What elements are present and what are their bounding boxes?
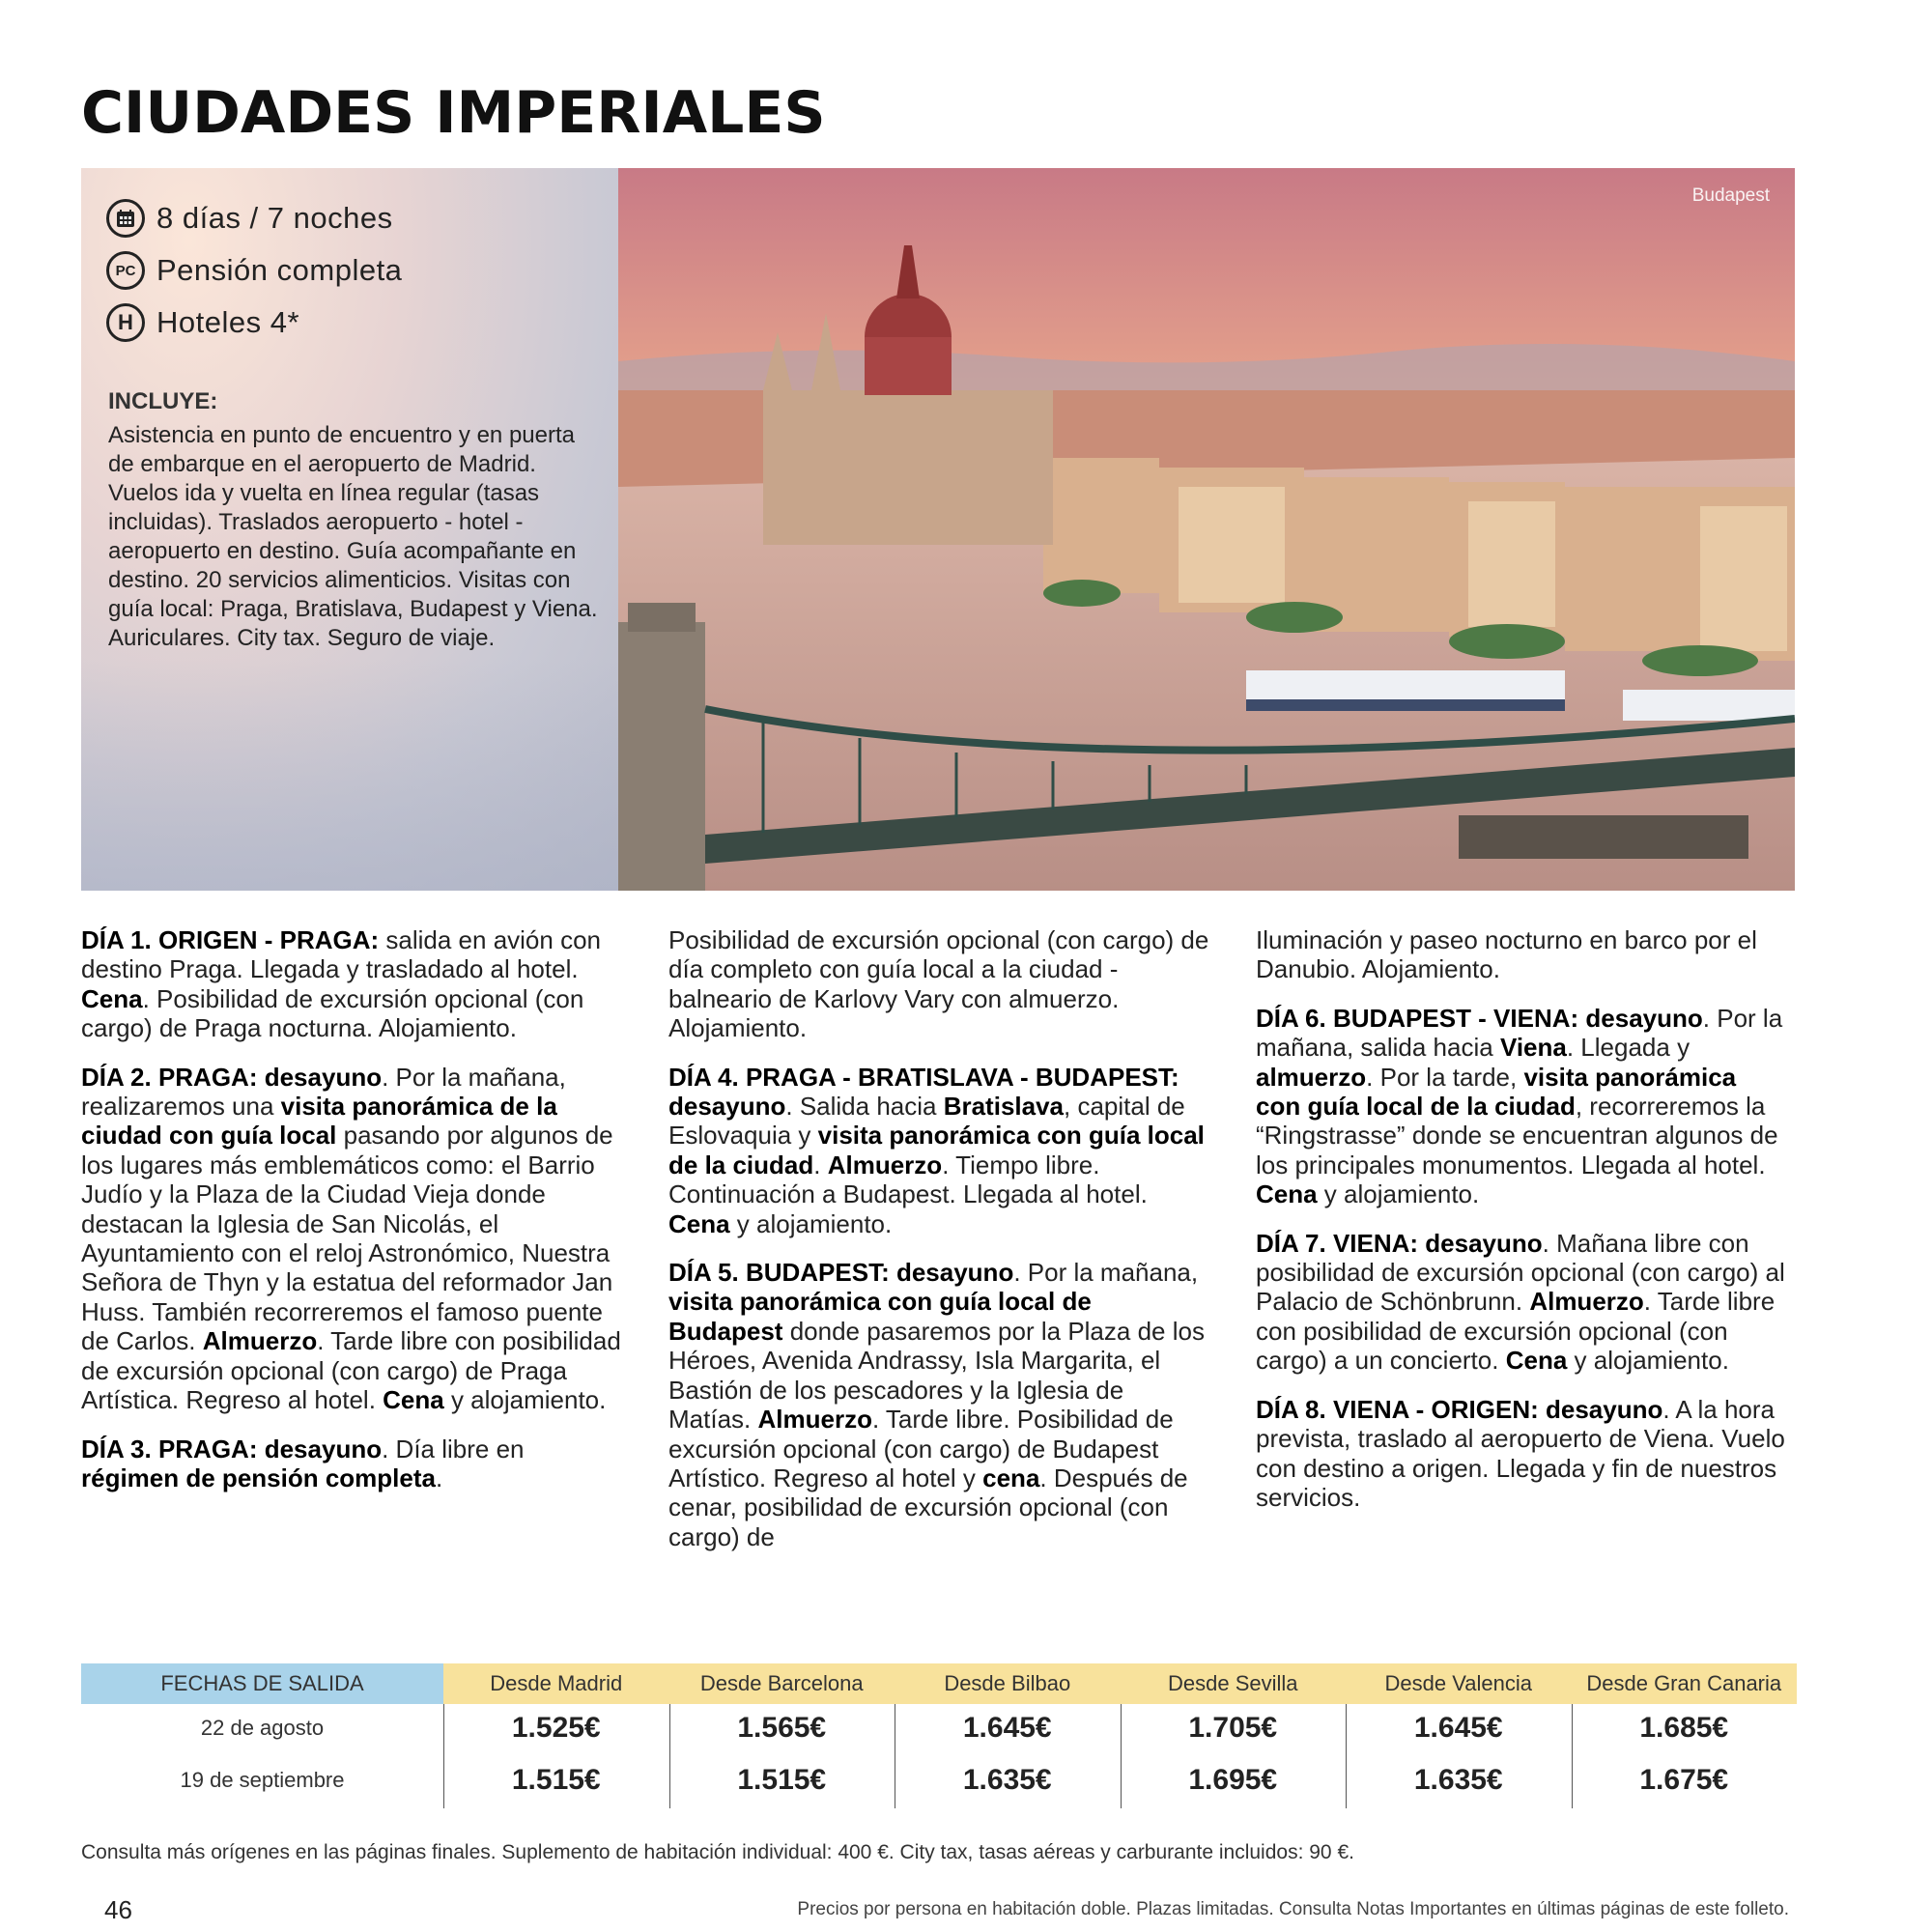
price-cell: 1.515€ [511,1764,601,1796]
price-cell: 1.645€ [962,1712,1052,1744]
price-cell: 1.685€ [1639,1712,1729,1744]
itinerary-day: DÍA 6. BUDAPEST - VIENA: desayuno. Por la mañana, salida hacia Viena. Llegada y almuerzo. Por la tarde, visita panorámica con guía local de la ciudad, recorreremos la “Ringstrasse” donde se encuentran algunos de los principales monumentos. Llegada al hotel. Cena y alojamiento. [1256,1003,1783,1209]
board-icon: PC [106,251,145,290]
price-cell: 1.635€ [962,1764,1052,1796]
photo-caption: Budapest [1691,185,1770,206]
page-number: 46 [104,1895,132,1924]
feature-hotels [106,303,299,342]
itinerary-column-3 [1256,925,1787,1531]
page-title: CIUDADES IMPERIALES [81,79,826,147]
duration-text: 8 días / 7 noches [156,201,393,235]
itinerary-day: DÍA 3. PRAGA: desayuno. Día libre en régimen de pensión completa. [81,1434,525,1492]
price-cell: 1.635€ [1413,1764,1503,1796]
itinerary-day: DÍA 8. VIENA - ORIGEN: desayuno. A la hora prevista, traslado al aeropuerto de Viena. Vuelo con destino a origen. Llegada y fin de nuestros servicios. [1256,1394,1785,1512]
itinerary-column-1 [81,925,622,1512]
itinerary-day-continued: Iluminación y paseo nocturno en barco por el Danubio. Alojamiento. [1256,925,1757,984]
itinerary-day-continued: Posibilidad de excursión opcional (con cargo) de día completo con guía local a la ciudad - balneario de Karlovy Vary con almuerzo. Alojamiento. [668,925,1209,1043]
itinerary-column-2 [668,925,1209,1571]
includes-text: Asistencia en punto de encuentro y en puerta de embarque en el aeropuerto de Madrid. Vuelos ida y vuelta en línea regular (tasas incluidas). Traslados aeropuerto - hotel - aeropuerto en destino. Guía acompañante en destino. 20 servicios alimenticios. Visitas con guía local: Praga, Bratislava, Budapest y Viena. Auriculares. City tax. Seguro de viaje. [108,422,598,651]
price-cell: 1.695€ [1188,1764,1278,1796]
origin-header: Desde Barcelona [699,1671,864,1695]
feature-duration [106,199,393,238]
itinerary-day: DÍA 5. BUDAPEST: desayuno. Por la mañana, visita panorámica con guía local de Budapest donde pasaremos por la Plaza de los Héroes, Avenida Andrassy, Isla Margarita, el Bastión de los pescadores y la Iglesia de Matías. Almuerzo. Tarde libre. Posibilidad de excursión opcional (con cargo) de Budapest Artístico. Regreso al hotel y cena. Después de cenar, posibilidad de excursión opcional (con cargo) de [668,1258,1205,1551]
dates-header: FECHAS DE SALIDA [160,1671,364,1695]
price-cell: 1.705€ [1188,1712,1278,1744]
itinerary-day: DÍA 7. VIENA: desayuno. Mañana libre con posibilidad de excursión opcional (con cargo) al Palacio de Schönbrunn. Almuerzo. Tarde libre con posibilidad de excursión opcional (con cargo) a un concierto. Cena y alojamiento. [1256,1228,1785,1376]
origin-header: Desde Madrid [490,1671,623,1695]
price-cell: 1.645€ [1413,1712,1503,1744]
trip-summary-panel [81,168,618,891]
origin-header: Desde Bilbao [944,1671,1071,1695]
footer-disclaimer: Precios por persona en habitación doble. Plazas limitadas. Consulta Notas Importantes en últimas páginas de este folleto. [797,1899,1789,1919]
origin-header: Desde Sevilla [1167,1671,1298,1695]
footer-note: Consulta más orígenes en las páginas finales. Suplemento de habitación individual: 400 €. City tax, tasas aéreas y carburante incluidos: 90 €. [81,1841,1354,1863]
hotel-icon: H [106,303,145,342]
price-cell: 1.515€ [737,1764,827,1796]
itinerary-day: DÍA 2. PRAGA: desayuno. Por la mañana, realizaremos una visita panorámica de la ciudad con guía local pasando por algunos de los lugares más emblemáticos como: el Barrio Judío y la Plaza de la Ciudad Vieja donde destacan la Iglesia de San Nicolás, el Ayuntamiento con el reloj Astronómico, Nuestra Señora de Thyn y la estatua del reformador Jan Huss. También recorreremos el famoso puente de Carlos. Almuerzo. Tarde libre con posibilidad de excursión opcional (con cargo) de Praga Artística. Regreso al hotel. Cena y alojamiento. [81,1062,621,1415]
calendar-icon [106,199,145,238]
hotels-text: Hoteles 4* [156,305,300,339]
dates-header-cell [81,1663,443,1704]
board-text: Pensión completa [156,253,403,287]
feature-board [106,251,402,290]
departure-date: 22 de agosto [200,1716,325,1740]
departure-date: 19 de septiembre [180,1768,345,1792]
includes-title: INCLUYE: [108,388,218,414]
budapest-photo [618,168,1795,891]
price-cell: 1.565€ [737,1712,827,1744]
prices-table [81,1663,1797,1808]
origin-header: Desde Valencia [1384,1671,1532,1695]
price-cell: 1.525€ [511,1712,601,1744]
itinerary-day: DÍA 4. PRAGA - BRATISLAVA - BUDAPEST: desayuno. Salida hacia Bratislava, capital de Eslovaquia y visita panorámica con guía local de la ciudad. Almuerzo. Tiempo libre. Continuación a Budapest. Llegada al hotel. Cena y alojamiento. [668,1062,1205,1238]
itinerary-day: DÍA 1. ORIGEN - PRAGA: salida en avión con destino Praga. Llegada y trasladado al hotel. Cena. Posibilidad de excursión opcional (con cargo) de Praga nocturna. Alojamiento. [81,925,601,1043]
price-cell: 1.675€ [1639,1764,1729,1796]
budapest-illustration [618,168,1795,891]
origin-header: Desde Gran Canaria [1586,1671,1782,1695]
